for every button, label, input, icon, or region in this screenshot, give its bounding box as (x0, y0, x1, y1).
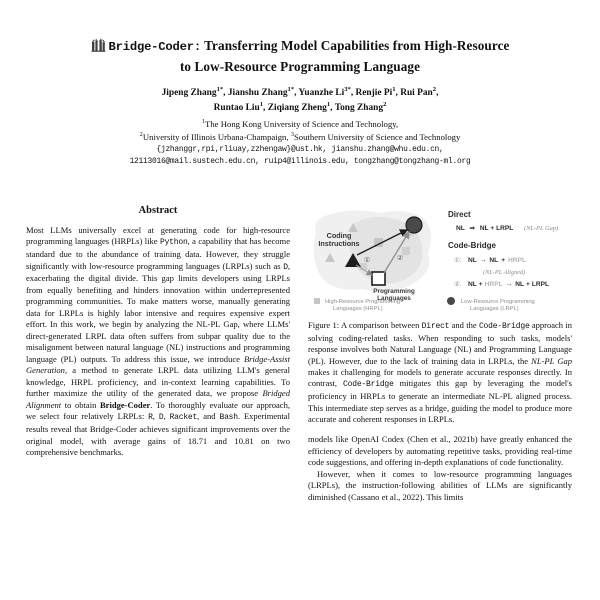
title-block (0, 0, 600, 168)
affiliation-line-1: $^1$The Hong Kong University of Science and Technology, (201, 118, 399, 129)
hrpl-marker-square (402, 247, 410, 255)
abstract-text: Most LLMs universally excel at generating code for high-resource programming languages (HRPLs) like Python, a capability that has become standard due to the abundance of training data. However, they struggle significantly with low-resource programming languages (LRPLs) such as D, exacerbating the digital divide. This gap limits developers using LRPLs from equally benefiting and hinders innovation within underrepresented programming communities. To make matters worse, manually generating data for LRPLs is highly labor intensive and requires expensive expert effort. In this work, we begin by analyzing the NL-PL Gap, where LLMs' direct-generated LRPL data often suffers from subpar quality due to the misalignment between natural language (NL) instructions and programming language (PL) outputs. To address this issue, we introduce Bridge-Assist Generation, a method to generate LRPL data utilizing LLM's general knowledge, HRPL proficiency, and in-context learning capabilities. To further maximize the utility of the generated data, we propose Bridged Alignment to obtain Bridge-Coder. To thoroughly evaluate our approach, we select four relatively LRPLs: R, D, Racket, and Bash. Experimental results reveal that Bridge-Coder achieves significant improvements over the original model, with average gains of 18.71 and 10.81 on two comprehensive benchmarks. (26, 225, 290, 457)
code-bridge-heading: Code-Bridge (448, 241, 496, 250)
author-line-1: Jipeng Zhang$^{1*}$, Jianshu Zhang$^{1*}$, Yuanzhe $Li^{3*}$, Renjie Pi$^1$, Rui Pan$^2$, (161, 85, 439, 98)
edge-label-2: ② (396, 254, 404, 262)
legend-hrpl-swatch (314, 298, 320, 304)
page-title (28, 36, 572, 76)
programming-languages-label-line1: Programming (373, 288, 415, 295)
direct-formula: NL ⇒ NL + LRPL (456, 225, 514, 232)
legend-hrpl-label-line2: Languages (HRPL) (333, 306, 383, 312)
right-column (308, 205, 572, 503)
hrpl-node-square (372, 272, 385, 285)
email-list (28, 144, 572, 167)
title-line1-rest: Transferring Model Capabilities from High-Resource (200, 38, 510, 53)
author-list (28, 85, 572, 115)
programming-languages-label-line2: Languages (377, 295, 411, 302)
hrpl-marker-square (360, 263, 367, 270)
code-bridge-step1-marker: ①: (454, 257, 462, 264)
coding-instructions-label-line2: Instructions (318, 239, 360, 248)
legend-lrpl-label-line2: Languages (LRPL) (470, 306, 519, 312)
lrpl-node-circle (406, 217, 422, 233)
body-columns (0, 205, 600, 503)
title-line2: to Low-Resource Programming Language (179, 58, 421, 74)
bridge-icon (91, 38, 107, 54)
code-bridge-step1-formula: NL → NL + HRPL (468, 257, 526, 264)
edge-label-1: ① (363, 256, 371, 264)
author-line-2: Runtao Liu$^1$, Ziqiang Zheng$^1$, Tong Zhang$^2$ (213, 100, 387, 114)
affiliation-line-2: $^2$University of Illinois Urbana-Champaign, $^3$Southern University of Science and Technology (139, 131, 461, 143)
email-line-2: 12113016@mail.sustech.edu.cn, ruip4@illinois.edu, tongzhang@tongzhang-ml.org (129, 157, 471, 167)
legend-lrpl-label-line1: Low-Resource Programming (461, 299, 535, 305)
figure-1-graphic (308, 205, 586, 313)
code-bridge-step1-note: (NL-PL Aligned) (483, 269, 526, 276)
email-line-1: {jzhanggr,rpi,rliuay,zzhengaw}@ust.hk, jianshu.zhang@whu.edu.cn, (156, 145, 444, 155)
coding-instructions-label-line1: Coding (326, 231, 352, 240)
figure-1 (308, 205, 572, 313)
code-bridge-step2-marker: ②. (454, 281, 462, 288)
code-bridge-step2-formula: NL + HRPL → NL + LRPL (468, 281, 550, 288)
right-column-paragraph-1: models like OpenAI Codex (Chen et al., 2021b) have greatly enhanced the efficiency of developers by automating repetitive tasks, providing real-time code suggestions, and offering in-depth explanations of code functionality. (308, 434, 572, 468)
title-mono-part: Bridge-Coder: (108, 40, 201, 54)
direct-gap-note: (NL-PL Gap) (524, 225, 559, 232)
right-column-paragraph-2: However, when it comes to low-resource programming languages (LRPLs), the instruction-following abilities of LLMs are significantly diminished (Cassano et al., 2022). This limits (308, 468, 572, 502)
affiliation-list (28, 117, 572, 143)
legend-hrpl-label-line1: High-Resource Programming (325, 299, 401, 305)
figure-1-caption: Figure 1: A comparison between Direct and the Code-Bridge approach in solving coding-related tasks. When responding to such tasks, models' response involves both Natural Language (NL) and Programming Language (PL). However, due to the lack of training data in LRPLs, the NL-PL Gap makes it challenging for models to generate accurate responses directly. In contrast, Code-Bridge mitigates this gap by leveraging the model's proficiency in HRPLs to generate an intermediate NL-PL aligned process. This intermediate step serves as a bridge, guiding the model to produce more accurate and coherent responses in LRPLs. (308, 320, 572, 425)
abstract-heading: Abstract (138, 205, 178, 216)
direct-heading: Direct (448, 210, 471, 219)
left-column (26, 205, 290, 503)
legend-lrpl-swatch (447, 297, 455, 305)
